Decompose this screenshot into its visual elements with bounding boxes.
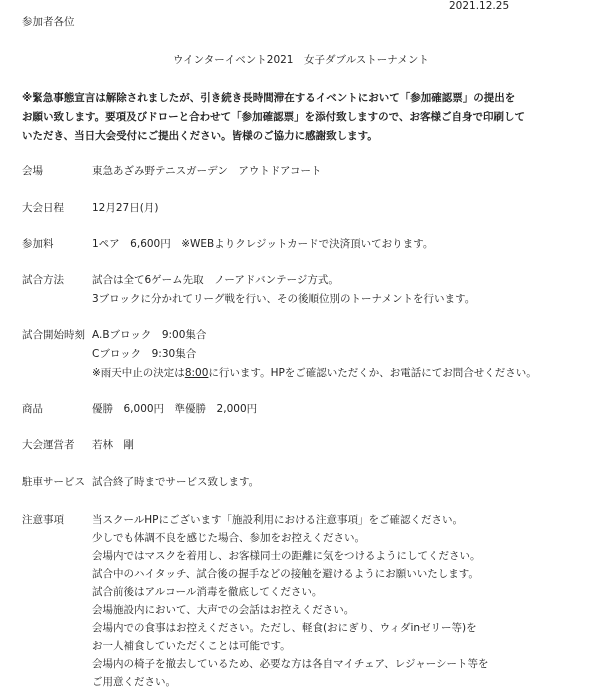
caution-line: 当スクールHPにございます「施設利用における注意事項」をご確認ください。 bbox=[92, 514, 464, 526]
notice-line: いただき、当日大会受付にご提出ください。皆様のご協力に感謝致します。 bbox=[22, 130, 378, 142]
caution-line: 会場内の椅子を撤去しているため、必要な方は各自マイチェア、レジャーシート等を bbox=[92, 658, 489, 670]
caution-line: 会場施設内において、大声での会話はお控えください。 bbox=[92, 604, 355, 616]
caution-line: 試合中のハイタッチ、試合後の握手などの接触を避けるようにお願いいたします。 bbox=[92, 568, 479, 580]
rain-notice bbox=[92, 366, 537, 380]
venue-label: 会場 bbox=[22, 165, 43, 177]
cautions-label: 注意事項 bbox=[22, 514, 64, 526]
caution-line: 試合前後はアルコール消毒を徹底してください。 bbox=[92, 586, 323, 598]
caution-line: 少しでも体調不良を感じた場合、参加をお控えください。 bbox=[92, 532, 365, 544]
organizer-label: 大会運営者 bbox=[22, 439, 75, 451]
prize-value: 優勝 6,000円 準優勝 2,000円 bbox=[92, 403, 258, 415]
rain-decision-time: 8:00 bbox=[184, 367, 209, 379]
notice-line: ※緊急事態宣言は解除されましたが、引き続き長時間滞在するイベントにおいて「参加確認票」の提出を bbox=[22, 92, 516, 104]
caution-line: 会場内での食事はお控えください。ただし、軽食(おにぎり、ウィダinゼリー等)を bbox=[92, 622, 477, 634]
fee-label: 参加料 bbox=[22, 238, 54, 250]
event-date-label: 大会日程 bbox=[22, 202, 64, 214]
parking-value: 試合終了時までサービス致します。 bbox=[92, 476, 260, 488]
format-label: 試合方法 bbox=[22, 274, 64, 286]
organizer-value: 若林 剛 bbox=[92, 439, 134, 451]
venue-value: 東急あざみ野テニスガーデン アウトドアコート bbox=[92, 165, 322, 177]
rain-notice-post: に行います。HPをご確認いただくか、お電話にてお問合せください。 bbox=[208, 367, 537, 379]
start-time-ab: A.Bブロック 9:00集合 bbox=[92, 329, 207, 341]
start-time-c: Cブロック 9:30集合 bbox=[92, 348, 197, 360]
document-title: ウインターイベント2021 女子ダブルストーナメント bbox=[173, 54, 429, 66]
caution-line: 会場内ではマスクを着用し、お客様同士の距離に気をつけるようにしてください。 bbox=[92, 550, 481, 562]
addressee: 参加者各位 bbox=[22, 16, 75, 28]
rain-notice-pre: ※雨天中止の決定は bbox=[92, 367, 185, 379]
document-date: 2021.12.25 bbox=[449, 0, 510, 12]
format-line: 3ブロックに分かれてリーグ戦を行い、その後順位別のトーナメントを行います。 bbox=[92, 293, 476, 305]
notice-line: お願い致します。要項及びドローと合わせて「参加確認票」を添付致しますので、お客様ご自身で印刷して bbox=[22, 111, 525, 123]
event-date-value: 12月27日(月) bbox=[92, 202, 159, 214]
caution-line: お一人補食していただくことは可能です。 bbox=[92, 640, 291, 652]
fee-value: 1ペア 6,600円 ※WEBよりクレジットカードで決済頂いております。 bbox=[92, 238, 434, 250]
start-time-label: 試合開始時刻 bbox=[22, 329, 85, 341]
format-line: 試合は全て6ゲーム先取 ノーアドバンテージ方式。 bbox=[92, 274, 339, 286]
prize-label: 商品 bbox=[22, 403, 43, 415]
caution-line: ご用意ください。 bbox=[92, 676, 176, 688]
parking-label: 駐車サービス bbox=[22, 476, 85, 488]
